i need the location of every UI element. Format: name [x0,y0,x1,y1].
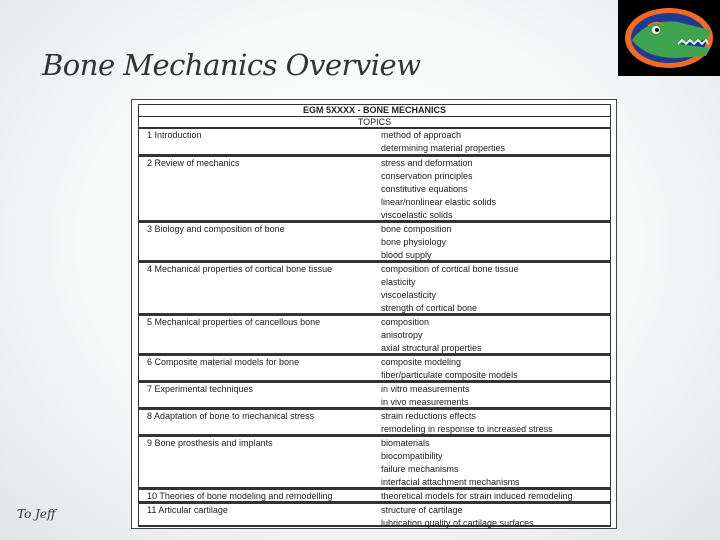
topic-name: 6 Composite material models for bone [147,357,300,367]
table-subtitle: TOPICS [357,117,392,127]
topic-row [138,222,611,262]
topic-item: structure of cartilage [381,505,463,515]
topic-item: determining material properties [381,143,506,153]
topic-row [138,262,611,315]
gator-logo [618,0,720,76]
topic-row [138,156,611,222]
table-title: EGM 5XXXX - BONE MECHANICS [302,105,447,115]
topic-item: axial structural properties [381,343,482,353]
topic-row [138,409,611,436]
topic-row [138,503,611,527]
topic-item: viscoelastic solids [381,210,453,220]
topic-name: 10 Theories of bone modeling and remodelling [147,491,333,501]
topic-item: remodeling in response to increased stress [381,424,553,434]
topic-name: 11 Articular cartilage [147,505,228,515]
topic-item: anisotropy [381,330,423,340]
topic-item: stress and deformation [381,158,473,168]
topic-item: strain reductions effects [381,411,476,421]
topic-item: interfacial attachment mechanisms [381,477,520,487]
topic-name: 1 Introduction [147,130,202,140]
topic-item: linear/nonlinear elastic solids [381,197,497,207]
topic-name: 7 Experimental techniques [147,384,254,394]
topic-row [138,489,611,503]
topic-item: fiber/particulate composite models [381,370,518,380]
topic-row [138,355,611,382]
topic-item: conservation principles [381,171,473,181]
topic-item: lubrication quality of cartilage surfaces [381,518,534,528]
topic-item: biomaterials [381,438,430,448]
slide-title: Bone Mechanics Overview [42,48,421,82]
topic-name: 8 Adaptation of bone to mechanical stress [147,411,315,421]
topic-item: composition of cortical bone tissue [381,264,519,274]
topic-item: theoretical models for strain induced remodeling [381,491,573,501]
topic-item: elasticity [381,277,416,287]
topic-row [138,436,611,489]
topic-row [138,315,611,355]
footer-note: To Jeff [17,507,56,521]
topic-row [138,128,611,156]
topic-item: composition [381,317,430,327]
topic-name: 3 Biology and composition of bone [147,224,285,234]
topic-item: blood supply [381,250,432,260]
topic-name: 9 Bone prosthesis and implants [147,438,273,448]
topic-item: in vitro measurements [381,384,470,394]
gator-head-icon [618,0,720,76]
topic-item: in vivo measurements [381,397,469,407]
topic-item: viscoelasticity [381,290,437,300]
topic-name: 4 Mechanical properties of cortical bone tissue [147,264,333,274]
topic-item: bone composition [381,224,452,234]
topic-row [138,382,611,409]
topic-item: constitutive equations [381,184,468,194]
topic-item: bone physiology [381,237,447,247]
topic-name: 2 Review of mechanics [147,158,240,168]
topic-item: strength of cortical bone [381,303,478,313]
topic-item: biocompatibility [381,451,443,461]
course-topics-table [131,99,617,529]
table-header [138,104,611,128]
topic-item: method of approach [381,130,462,140]
topic-name: 5 Mechanical properties of cancellous bone [147,317,321,327]
topic-item: composite modeling [381,357,462,367]
topic-item: failure mechanisms [381,464,459,474]
